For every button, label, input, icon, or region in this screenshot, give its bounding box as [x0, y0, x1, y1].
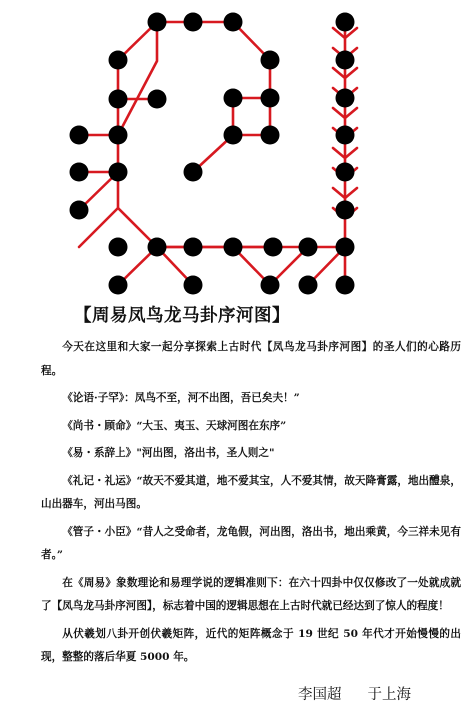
diagram-dot: [261, 51, 280, 70]
diagram-dot: [148, 238, 167, 257]
paragraph-shangshu-quote: 《尚书・顾命》“大玉、夷玉、天球河图在东序”: [62, 419, 287, 432]
diagram-dot: [336, 276, 355, 295]
author-location: 于上海: [367, 687, 411, 703]
spiral-path: [118, 22, 273, 247]
paragraph-zhouyi-logic: 在《周易》象数理论和易理学说的逻辑准则下：在六十四卦中仅仅修改了一处就成就了【凤鸟龙马卦序河图】，标志着中国的逻辑思想在上古时代就已经达到了惊人的程度！: [41, 576, 461, 612]
diagram-dot: [70, 201, 89, 220]
diagram-dot: [109, 276, 128, 295]
diagram-dot: [336, 201, 355, 220]
diagram-dot: [261, 276, 280, 295]
diagram-dot: [224, 126, 243, 145]
diagram-dot: [184, 276, 203, 295]
diagram-dot: [184, 238, 203, 257]
diagram-dot: [109, 51, 128, 70]
signature: [298, 683, 458, 704]
paragraph-lunyu-quote: 《论语·子罕》：凤鸟不至，河不出图，吾已矣夫！”: [62, 392, 300, 404]
hetu-diagram: [0, 0, 472, 300]
diagram-dot: [299, 238, 318, 257]
diagram-dot: [184, 13, 203, 32]
diagram-dot: [70, 163, 89, 182]
diagram-dot: [224, 89, 243, 108]
diagram-dot: [109, 126, 128, 145]
diagram-dot: [336, 13, 355, 32]
diagram-dot: [336, 89, 355, 108]
diagram-dot: [336, 126, 355, 145]
author-name: 李国超: [298, 687, 342, 703]
diagram-dot: [336, 238, 355, 257]
body-text: [41, 336, 461, 674]
diagram-dot: [299, 276, 318, 295]
paragraph-yi-quote: 《易・系辞上》"河出图，洛出书，圣人则之": [62, 447, 275, 459]
diagram-dot: [148, 90, 167, 109]
diagram-dot: [336, 163, 355, 182]
diagram-dot: [261, 89, 280, 108]
diagram-dot: [109, 90, 128, 109]
diagram-dot: [264, 238, 283, 257]
diagram-dot: [148, 13, 167, 32]
diagram-dot: [224, 13, 243, 32]
paragraph-matrix-history: 从伏羲划八卦开创伏羲矩阵，近代的矩阵概念于 19 世纪 50 年代才开始慢慢的出现，整整的落后华夏 5000 年。: [41, 627, 461, 663]
diagram-dot: [336, 51, 355, 70]
diagram-dot: [109, 238, 128, 257]
diagram-dot: [224, 238, 243, 257]
diagram-dot: [261, 126, 280, 145]
page-title: 【周易凤鸟龙马卦序河图】: [74, 306, 290, 326]
spiral-top-left: [118, 22, 157, 135]
diagram-dot: [70, 126, 89, 145]
paragraph-guanzi-quote: 《管子・小臣》“昔人之受命者，龙龟假，河出图，洛出书，地出乘黄，今三祥未见有者。”: [41, 525, 461, 561]
paragraph-intro: 今天在这里和大家一起分享探索上古时代【凤鸟龙马卦序河图】的圣人们的心路历程。: [41, 341, 461, 377]
paragraph-liji-quote: 《礼记・礼运》“故天不爱其道，地不爱其宝，人不爱其情，故天降膏露，地出醴泉，山出器车，河出马图。: [41, 474, 461, 510]
diagram-dot: [184, 163, 203, 182]
diagram-dot: [109, 163, 128, 182]
